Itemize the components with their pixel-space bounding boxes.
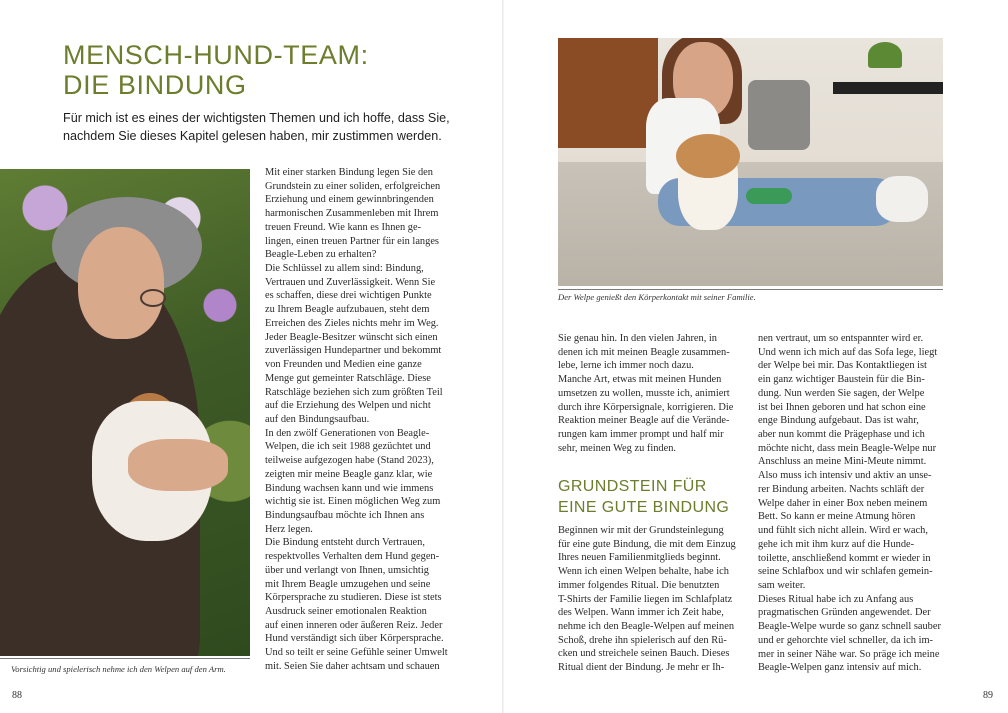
- text-line: Manche Art, etwas mit meinen Hunden: [558, 374, 722, 386]
- text-line: Mit einer starken Bindung legen Sie den: [265, 167, 433, 178]
- text-line: Erreichen des Zieles nichts mehr im Weg.: [265, 317, 439, 329]
- text-line: und fühlt sich nicht allein. Wird er wach,: [758, 525, 928, 537]
- text-line: Welpen, die ich seit 1988 gezüchtet und: [265, 441, 431, 453]
- text-line: nen vertraut, um so entspannter wird er.: [758, 333, 924, 344]
- chapter-heading: [63, 40, 369, 100]
- text-line: Ritual dient der Bindung. Je mehr er Ih-: [558, 662, 725, 674]
- text-line: lingen, einen treuen Partner für ein langes: [265, 235, 439, 247]
- text-line: gehe ich mit ihm kurz auf die Hunde-: [758, 538, 915, 550]
- text-line: mer in seiner Nähe war. So präge ich meine: [758, 648, 940, 660]
- text-line: immer folgendes Ritual. Die benutzten: [558, 579, 720, 591]
- text-line: treuen Freund. Wie kann es Ihnen ge-: [265, 221, 422, 233]
- text-line: respektvolles Verhalten dem Hund gegen-: [265, 551, 440, 563]
- text-line: Die Schlüssel zu allem sind: Bindung,: [265, 263, 424, 275]
- text-line: aber nun kommt die Prägephase und ich: [758, 429, 925, 441]
- text-line: rungen kam immer prompt und half mir: [558, 429, 724, 441]
- text-line: Schoß, drehe ihn spielerisch auf den Rü-: [558, 634, 727, 646]
- text-line: für eine gute Bindung, die mit dem Einzug: [558, 538, 736, 550]
- text-line: auf die Erziehung des Welpen und nicht: [265, 400, 431, 412]
- text-line: Ihres neuen Familienmitglieds beginnt.: [558, 552, 721, 564]
- text-line: sam weiter.: [758, 579, 806, 591]
- text-line: pragmatischen Gründen angewendet. Der: [758, 607, 931, 619]
- text-line: Beagle-Leben zu erhalten?: [265, 249, 377, 261]
- text-line: über und verlangt von Ihnen, umsichtig: [265, 564, 429, 576]
- text-line: nehme ich den Beagle-Welpen auf meinen: [558, 621, 735, 633]
- book-gutter: [502, 0, 504, 713]
- text-line: zuverlässigen Hundepartner und bekommt: [265, 345, 442, 357]
- text-line: Also muss ich intensiv und aktiv an unse-: [758, 470, 932, 482]
- text-line: Beagle-Welpe wurde so ganz schnell sauber: [758, 621, 941, 633]
- section-subheading: [558, 476, 729, 518]
- text-line: Sie genau hin. In den vielen Jahren, in: [558, 333, 717, 344]
- woman-face: [78, 227, 164, 339]
- subheading-line-2: EINE GUTE BINDUNG: [558, 499, 730, 516]
- text-line: von Freunden und Medien eine ganze: [265, 359, 422, 371]
- right-photo-caption: Der Welpe genießt den Körperkontakt mit seiner Familie.: [558, 292, 756, 302]
- text-line: Welpe daher in einer Box neben meinem: [758, 497, 928, 509]
- text-line: durch ihre Körpersignale, korrigieren. Die: [558, 401, 734, 413]
- text-line: Erziehung und einem gewinnbringenden: [265, 194, 434, 206]
- text-line: Dieses Ritual habe ich zu Anfang aus: [758, 593, 914, 605]
- right-caption-rule: [558, 289, 943, 290]
- text-line: der Welpe bei mir. Das Kontaktliegen ist: [758, 360, 927, 372]
- left-body-text: [265, 166, 448, 674]
- text-line: Anschluss an meine Mini-Meute nimmt.: [758, 456, 927, 468]
- chapter-lead: [63, 109, 473, 145]
- text-line: Ausdruck seiner emotionalen Reaktion: [265, 606, 427, 617]
- text-line: Grundstein zu einer soliden, erfolgreichen: [265, 180, 441, 192]
- woman-hand: [128, 439, 228, 491]
- text-line: mit Ihrem Beagle umzugehen und seine: [265, 578, 431, 590]
- subheading-line-1: GRUNDSTEIN FÜR: [558, 478, 707, 495]
- sneaker: [876, 176, 928, 222]
- wooden-cabinet: [558, 38, 658, 148]
- text-line: enge Bindung aufgebaut. Das ist wahr,: [758, 415, 919, 427]
- side-table: [833, 82, 943, 94]
- potted-plant: [868, 42, 902, 68]
- grey-armchair: [748, 80, 810, 150]
- text-line: zeigten mir meine Beagle ganz klar, wie: [265, 468, 433, 480]
- text-line: Bindung wachsen kann und wie immens: [265, 482, 434, 494]
- text-line: seine Schlafbox und wir schlafen gemein-: [758, 566, 933, 578]
- lead-line-2: nachdem Sie dieses Kapitel gelesen haben, mir zustimmen werden.: [63, 129, 442, 143]
- text-line: Bett. So kann er meine Atmung hören: [758, 511, 916, 523]
- text-line: mit. Seien Sie daher achtsam und schauen: [265, 660, 440, 672]
- text-line: Menge gut gemeinter Ratschläge. Diese: [265, 372, 431, 384]
- chapter-heading-line-1: MENSCH-HUND-TEAM:: [63, 40, 369, 70]
- text-line: T-Shirts der Familie liegen im Schlafplatz: [558, 593, 733, 605]
- text-line: teilweise aufgezogen habe (Stand 2023),: [265, 455, 434, 467]
- photo-girl-with-puppy: [558, 38, 943, 286]
- chapter-heading-line-2: DIE BINDUNG: [63, 70, 247, 100]
- text-line: Und so teilt er seine Gefühle seiner Umwelt: [265, 647, 448, 659]
- text-line: denen ich mit meinen Beagle zusammen-: [558, 346, 730, 358]
- text-line: Beagle-Welpen ganz intensiv auf mich.: [758, 662, 922, 674]
- glasses-icon: [140, 289, 166, 307]
- text-line: Wenn ich einen Welpen behalte, habe ich: [558, 566, 729, 578]
- text-line: sehr, meinen Weg zu finden.: [558, 442, 677, 454]
- text-line: es schaffen, diese drei wichtigen Punkte: [265, 290, 432, 302]
- lead-line-1: Für mich ist es eines der wichtigsten Themen und ich hoffe, dass Sie,: [63, 111, 450, 125]
- left-photo-caption: Vorsichtig und spielerisch nehme ich den Welpen auf den Arm.: [11, 664, 226, 674]
- text-line: Die Bindung entsteht durch Vertrauen,: [265, 537, 425, 549]
- photo-woman-holding-puppy: [0, 169, 250, 656]
- right-column-1-continued: [558, 524, 736, 675]
- text-line: In den zwölf Generationen von Beagle-: [265, 427, 430, 439]
- text-line: ein ganz wichtiger Baustein für die Bin-: [758, 374, 925, 386]
- text-line: Herz legen.: [265, 523, 313, 535]
- text-line: toilette, anschließend kommt er wieder in: [758, 552, 931, 564]
- text-line: zu Ihrem Beagle aufzubauen, steht dem: [265, 304, 430, 316]
- text-line: auf den Bindungsaufbau.: [265, 413, 370, 425]
- text-line: rer Bindung arbeiten. Nachts schläft der: [758, 483, 925, 495]
- text-line: Bindungsaufbau möchte ich Ihnen ans: [265, 509, 425, 521]
- text-line: Und wenn ich mich auf das Sofa lege, liegt: [758, 346, 938, 358]
- text-line: möchte nicht, dass mein Beagle-Welpe nur: [758, 442, 937, 454]
- puppy-head: [676, 134, 740, 178]
- text-line: Jeder Beagle-Besitzer wünscht sich einen: [265, 331, 438, 343]
- text-line: des Welpen. Wann immer ich Zeit habe,: [558, 607, 724, 619]
- text-line: ist bei Ihnen geboren und hat schon eine: [758, 401, 926, 413]
- text-line: auf einen inneren oder äußeren Reiz. Jeder: [265, 619, 443, 631]
- text-line: Ratschläge beziehen sich zum größten Teil: [265, 386, 443, 398]
- text-line: cken und streichele seinen Bauch. Dieses: [558, 648, 730, 660]
- text-line: lebe, lerne ich immer noch dazu.: [558, 360, 694, 372]
- text-line: und er gehorchte viel schneller, da ich im-: [758, 634, 934, 646]
- text-line: Reaktion meiner Beagle auf die Verände-: [558, 415, 730, 427]
- right-column-1-text: [558, 332, 733, 455]
- text-line: Hund verständigt sich über Körpersprache.: [265, 633, 444, 645]
- text-line: wichtig sie ist. Einen möglichen Weg zum: [265, 496, 441, 508]
- page-number-left: 88: [12, 690, 22, 701]
- text-line: dung. Nun werden Sie sagen, der Welpe: [758, 387, 925, 399]
- text-line: harmonischen Zusammenleben mit Ihrem: [265, 208, 439, 220]
- text-line: Körpersprache zu studieren. Diese ist stets: [265, 592, 442, 604]
- text-line: Vertrauen und Zuverlässigkeit. Wenn Sie: [265, 276, 436, 288]
- text-line: umsetzen zu wollen, musste ich, animiert: [558, 387, 730, 399]
- left-caption-rule: [0, 658, 250, 659]
- right-column-2-text: [758, 332, 941, 675]
- page-number-right: 89: [983, 690, 993, 701]
- text-line: Beginnen wir mit der Grundsteinlegung: [558, 525, 724, 536]
- rope-toy: [746, 188, 792, 204]
